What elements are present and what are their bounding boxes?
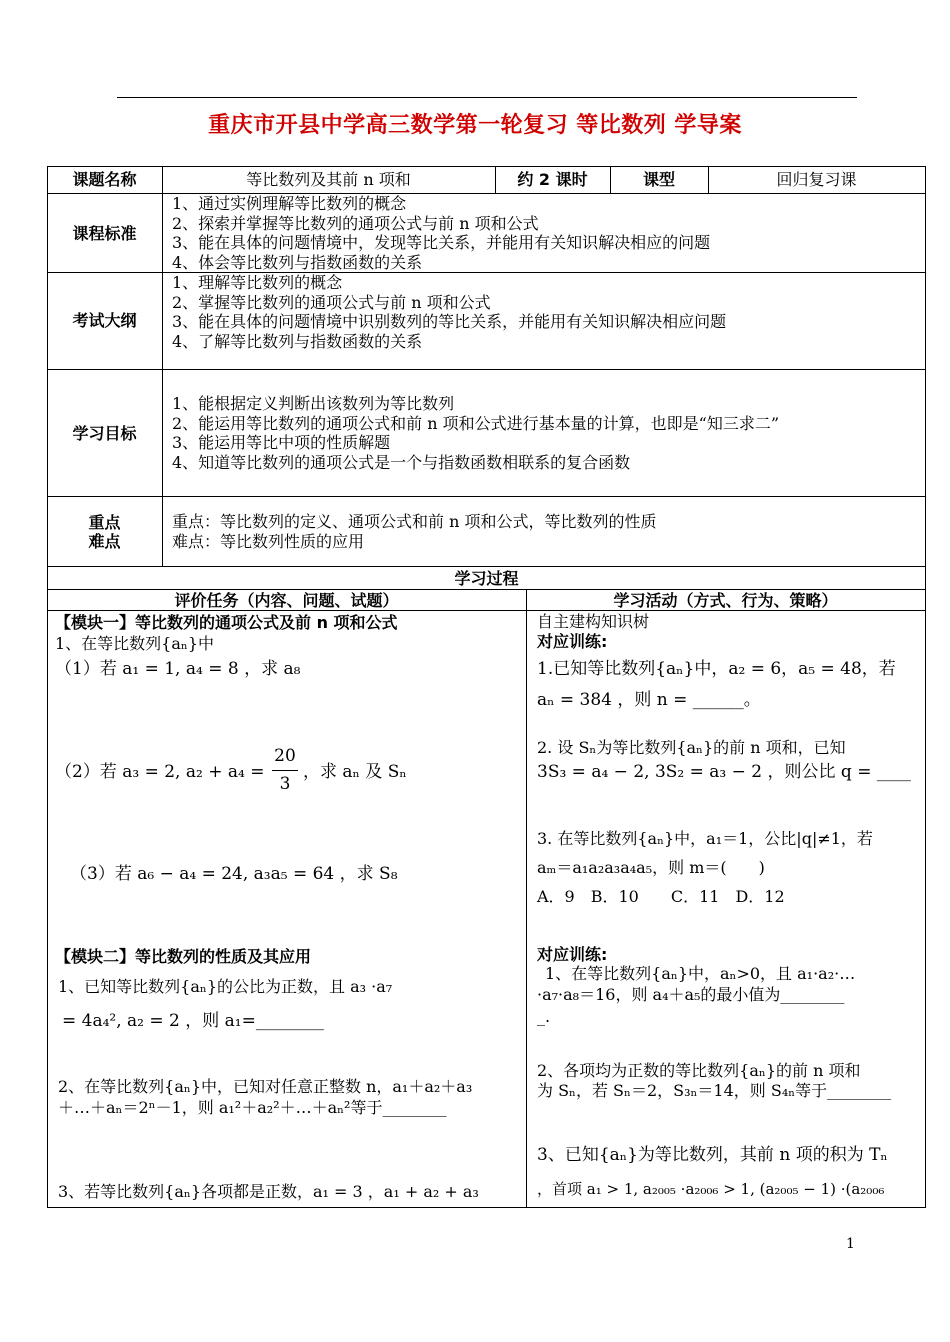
difficulty-label: 难点 <box>88 532 121 551</box>
r2-question-2-line2: 为 Sₙ，若 Sₙ＝2，S₃ₙ＝14，则 S₄ₙ等于________ <box>537 1081 892 1100</box>
course-name-value: 等比数列及其前 n 项和 <box>246 170 411 189</box>
goals-line: 1、能根据定义判断出该数列为等比数列 <box>172 394 455 413</box>
module1-title: 【模块一】等比数列的通项公式及前 n 项和公式 <box>55 613 398 632</box>
outline-line: 4、了解等比数列与指数函数的关系 <box>172 331 423 351</box>
right-column-header: 学习活动（方式、行为、策略） <box>613 591 838 610</box>
training1-title: 对应训练: <box>537 632 608 651</box>
m1-q2-prefix: （2）若 a₃ = 2, a₂ + a₄ = <box>55 762 265 782</box>
focus-label: 重点 <box>88 513 121 532</box>
m2-question-2-line1: 2、在等比数列{aₙ}中，已知对任意正整数 n，a₁＋a₂＋a₃ <box>58 1077 473 1096</box>
r2-question-3-line2: ，首项 a₁ > 1, a₂₀₀₅ ·a₂₀₀₆ > 1, (a₂₀₀₅ − 1) ·(a₂₀₀₆ <box>537 1180 885 1198</box>
header-rule <box>117 97 857 98</box>
m2-question-1-line2: = 4a₄², a₂ = 2 ，则 a₁=________ <box>62 1011 324 1031</box>
r-question-1-line2: aₙ = 384 ，则 n = ______。 <box>537 690 761 710</box>
m1-q2-suffix: ，求 aₙ 及 Sₙ <box>303 762 407 782</box>
course-hours: 约 2 课时 <box>517 170 588 189</box>
focus-line: 难点：等比数列性质的应用 <box>172 531 365 551</box>
r2-question-1-line1: 1、在等比数列{aₙ}中，aₙ>0，且 a₁·a₂·… <box>545 964 856 983</box>
fraction-bar <box>272 770 298 771</box>
standards-line: 3、能在具体的问题情境中，发现等比关系，并能用有关知识解决相应的问题 <box>172 233 711 252</box>
r2-question-1-line3: _. <box>537 1007 551 1026</box>
standards-line: 1、通过实例理解等比数列的概念 <box>172 194 407 213</box>
r2-question-1-line2: ·a₇·a₈＝16，则 a₄＋a₅的最小值为________ <box>537 985 845 1004</box>
m2-question-2-line2: ＋…＋aₙ＝2ⁿ－1，则 a₁²＋a₂²＋…＋aₙ²等于________ <box>58 1098 447 1117</box>
m1-intro: 1、在等比数列{aₙ}中 <box>55 634 215 653</box>
m2-question-1-line1: 1、已知等比数列{aₙ}的公比为正数，且 a₃ ·a₇ <box>58 977 393 996</box>
outline-line: 3、能在具体的问题情境中识别数列的等比关系，并能用有关知识解决相应问题 <box>172 312 727 331</box>
r-question-2-line2: 3S₃ = a₄ − 2, 3S₂ = a₃ − 2 ，则公比 q = ____ <box>537 762 911 782</box>
outline-line: 2、掌握等比数列的通项公式与前 n 项和公式 <box>172 292 491 312</box>
r-question-3-line1: 3. 在等比数列{aₙ}中，a₁＝1，公比|q|≠1，若 <box>537 829 873 848</box>
knowledge-tree-intro: 自主建构知识树 <box>537 612 650 631</box>
m2-question-3-line1: 3、若等比数列{aₙ}各项都是正数，a₁ = 3 ，a₁ + a₂ + a₃ <box>58 1182 479 1201</box>
standards-label: 课程标准 <box>72 224 137 243</box>
focus-list <box>172 512 656 551</box>
left-column-header: 评价任务（内容、问题、试题） <box>174 591 399 610</box>
r-question-2-line1: 2. 设 Sₙ为等比数列{aₙ}的前 n 项和，已知 <box>537 738 846 757</box>
r-question-1-line1: 1.已知等比数列{aₙ}中，a₂ = 6，a₅ = 48，若 <box>537 659 896 679</box>
goals-line: 4、知道等比数列的通项公式是一个与指数函数相联系的复合函数 <box>172 452 631 472</box>
goals-line: 2、能运用等比数列的通项公式和前 n 项和公式进行基本量的计算，也即是“知三求二” <box>172 413 780 433</box>
page-number: 1 <box>846 1236 855 1252</box>
r2-question-3-line1: 3、已知{aₙ}为等比数列，其前 n 项的积为 Tₙ <box>537 1145 888 1165</box>
goals-list <box>172 394 779 472</box>
course-type-value: 回归复习课 <box>776 170 857 189</box>
goals-line: 3、能运用等比中项的性质解题 <box>172 433 391 452</box>
r2-question-2-line1: 2、各项均为正数的等比数列{aₙ}的前 n 项和 <box>537 1061 861 1080</box>
m1-question-3: （3）若 a₆ − a₄ = 24, a₃a₅ = 64 ，求 S₈ <box>70 864 398 884</box>
fraction-denominator: 3 <box>279 774 291 794</box>
page-title: 重庆市开县中学高三数学第一轮复习 等比数列 学导案 <box>208 113 742 138</box>
module2-title: 【模块二】等比数列的性质及其应用 <box>55 947 312 966</box>
standards-list <box>172 194 710 272</box>
m1-question-1: （1）若 a₁ = 1, a₄ = 8 ，求 a₈ <box>55 659 301 679</box>
course-name-label: 课题名称 <box>72 170 137 189</box>
training2-title: 对应训练: <box>537 945 608 964</box>
outline-list <box>172 273 726 351</box>
outline-line: 1、理解等比数列的概念 <box>172 273 343 292</box>
outline-label: 考试大纲 <box>72 311 137 330</box>
r-question-3-line2: aₘ＝a₁a₂a₃a₄a₅，则 m＝( ) <box>537 858 765 877</box>
focus-line: 重点：等比数列的定义、通项公式和前 n 项和公式，等比数列的性质 <box>172 512 657 531</box>
course-type-label: 课型 <box>642 170 675 189</box>
fraction-numerator: 20 <box>274 746 296 766</box>
r-question-3-options: A．9 B．10 C．11 D．12 <box>537 887 785 906</box>
goals-label: 学习目标 <box>72 424 137 443</box>
process-title: 学习过程 <box>454 569 519 588</box>
standards-line: 4、体会等比数列与指数函数的关系 <box>172 252 423 272</box>
standards-line: 2、探索并掌握等比数列的通项公式与前 n 项和公式 <box>172 213 539 233</box>
